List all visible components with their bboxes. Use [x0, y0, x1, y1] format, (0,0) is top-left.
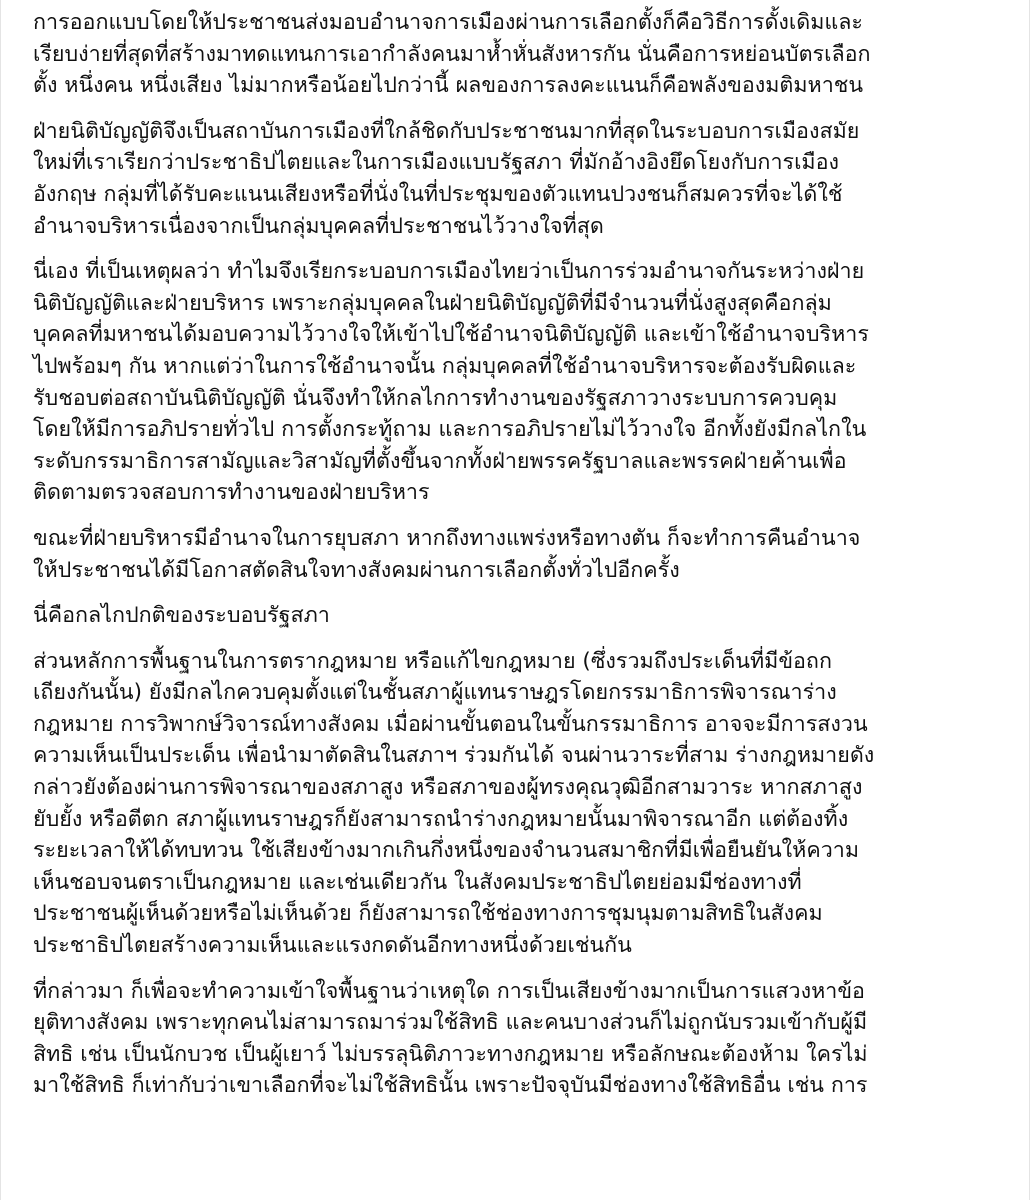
text-line: ความเห็นเป็นประเด็น เพื่อนำมาตัดสินในสภาฯ ร่วมกันได้ จนผ่านวาระที่สาม ร่างกฎหมายดัง	[33, 743, 875, 769]
text-line: ประชาชนผู้เห็นด้วยหรือไม่เห็นด้วย ก็ยังสามารถใช้ช่องทางการชุมนุมตามสิทธิในสังคม	[33, 901, 823, 927]
text-line: ตั้ง หนึ่งคน หนึ่งเสียง ไม่มากหรือน้อยไปกว่านี้ ผลของการลงคะแนนก็คือพลังของมติมหาชน	[33, 73, 864, 99]
text-line: ขณะที่ฝ่ายบริหารมีอำนาจในการยุบสภา หากถึงทางแพร่งหรือทางตัน ก็จะทำการคืนอำนาจ	[33, 525, 861, 551]
text-line: บุคคลที่มหาชนได้มอบความไว้วางใจให้เข้าไปใช้อำนาจนิติบัญญัติ และเข้าใช้อำนาจบริหาร	[33, 322, 869, 348]
text-line: รับชอบต่อสถาบันนิติบัญญัติ นั่นจึงทำให้กลไกการทำงานของรัฐสภาวางระบบการควบคุม	[33, 385, 838, 411]
paragraph	[33, 256, 1005, 509]
text-line: เรียบง่ายที่สุดที่สร้างมาทดแทนการเอากำลังคนมาห้ำหั่นสังหารกัน นั่นคือการหย่อนบัตรเลือก	[33, 41, 871, 67]
paragraph	[33, 976, 1005, 1102]
text-line: อำนาจบริหารเนื่องจากเป็นกลุ่มบุคคลที่ประชาชนไว้วางใจที่สุด	[33, 213, 604, 239]
paragraph	[33, 600, 1005, 632]
text-line: ระดับกรรมาธิการสามัญและวิสามัญที่ตั้งขึ้นจากทั้งฝ่ายพรรครัฐบาลและพรรคฝ่ายค้านเพื่อ	[33, 448, 847, 474]
paragraph	[33, 116, 1005, 242]
paragraph	[33, 523, 1005, 586]
text-line: ที่กล่าวมา ก็เพื่อจะทำความเข้าใจพื้นฐานว่าเหตุใด การเป็นเสียงข้างมากเป็นการแสวงหาข้อ	[33, 978, 865, 1004]
text-line: ส่วนหลักการพื้นฐานในการตรากฎหมาย หรือแก้ไขกฎหมาย (ซึ่งรวมถึงประเด็นที่มีข้อถก	[33, 648, 832, 674]
text-line: ให้ประชาชนได้มีโอกาสตัดสินใจทางสังคมผ่านการเลือกตั้งทั่วไปอีกครั้ง	[33, 557, 680, 583]
text-line: ติดตามตรวจสอบการทำงานของฝ่ายบริหาร	[33, 480, 430, 506]
text-line: ใหม่ที่เราเรียกว่าประชาธิปไตยและในการเมืองแบบรัฐสภา ที่มักอ้างอิงยึดโยงกับการเมือง	[33, 150, 839, 176]
text-line: โดยให้มีการอภิปรายทั่วไป การตั้งกระทู้ถาม และการอภิปรายไม่ไว้วางใจ อีกทั้งยังมีกลไกใน	[33, 417, 867, 443]
text-line: ระยะเวลาให้ได้ทบทวน ใช้เสียงข้างมากเกินกึ่งหนึ่งของจำนวนสมาชิกที่มีเพื่อยืนยันให้ความ	[33, 838, 860, 864]
paragraph	[33, 646, 1005, 962]
text-line: อังกฤษ กลุ่มที่ได้รับคะแนนเสียงหรือที่นั่งในที่ประชุมของตัวแทนปวงชนก็สมควรที่จะได้ใช้	[33, 181, 843, 207]
text-line: ประชาธิปไตยสร้างความเห็นและแรงกดดันอีกทางหนึ่งด้วยเช่นกัน	[33, 933, 632, 959]
text-line: นี่คือกลไกปกติของระบอบรัฐสภา	[33, 603, 330, 629]
text-line: เถียงกันนั้น) ยังมีกลไกควบคุมตั้งแต่ในชั้นสภาผู้แทนราษฎรโดยกรรมาธิการพิจารณาร่าง	[33, 680, 837, 706]
text-line: ไปพร้อมๆ กัน หากแต่ว่าในการใช้อำนาจนั้น กลุ่มบุคคลที่ใช้อำนาจบริหารจะต้องรับผิดและ	[33, 353, 857, 379]
text-line: นี่เอง ที่เป็นเหตุผลว่า ทำไมจึงเรียกระบอบการเมืองไทยว่าเป็นการร่วมอำนาจกันระหว่างฝ่าย	[33, 259, 865, 285]
text-line: มาใช้สิทธิ ก็เท่ากับว่าเขาเลือกที่จะไม่ใช้สิทธินั้น เพราะปัจจุบันมีช่องทางใช้สิทธิอื่น เช่น การ	[33, 1073, 868, 1099]
article-body	[33, 7, 1005, 1116]
text-line: กฎหมาย การวิพากษ์วิจารณ์ทางสังคม เมื่อผ่านขั้นตอนในขั้นกรรมาธิการ อาจจะมีการสงวน	[33, 711, 868, 737]
text-line: นิติบัญญัติและฝ่ายบริหาร เพราะกลุ่มบุคคลในฝ่ายนิติบัญญัติที่มีจำนวนที่นั่งสูงสุดคือกลุ่ม	[33, 290, 832, 316]
text-line: การออกแบบโดยให้ประชาชนส่งมอบอำนาจการเมืองผ่านการเลือกตั้งก็คือวิธีการดั้งเดิมและ	[33, 10, 863, 35]
text-line: สิทธิ เช่น เป็นนักบวช เป็นผู้เยาว์ ไม่บรรลุนิติภาวะทางกฎหมาย หรือลักษณะต้องห้าม ใครไม่	[33, 1041, 868, 1067]
text-line: ยับยั้ง หรือตีตก สภาผู้แทนราษฎรก็ยังสามารถนำร่างกฎหมายนั้นมาพิจารณาอีก แต่ต้องทิ้ง	[33, 806, 849, 832]
text-line: ยุติทางสังคม เพราะทุกคนไม่สามารถมาร่วมใช้สิทธิ และคนบางส่วนก็ไม่ถูกนับรวมเข้ากับผู้มี	[33, 1010, 868, 1036]
paragraph	[33, 7, 1005, 102]
text-line: กล่าวยังต้องผ่านการพิจารณาของสภาสูง หรือสภาของผู้ทรงคุณวุฒิอีกสามวาระ หากสภาสูง	[33, 775, 863, 801]
text-line: เห็นชอบจนตราเป็นกฎหมาย และเช่นเดียวกัน ในสังคมประชาธิปไตยย่อมมีช่องทางที่	[33, 869, 802, 895]
text-line: ฝ่ายนิติบัญญัติจึงเป็นสถาบันการเมืองที่ใกล้ชิดกับประชาชนมากที่สุดในระบอบการเมืองสมัย	[33, 118, 860, 144]
